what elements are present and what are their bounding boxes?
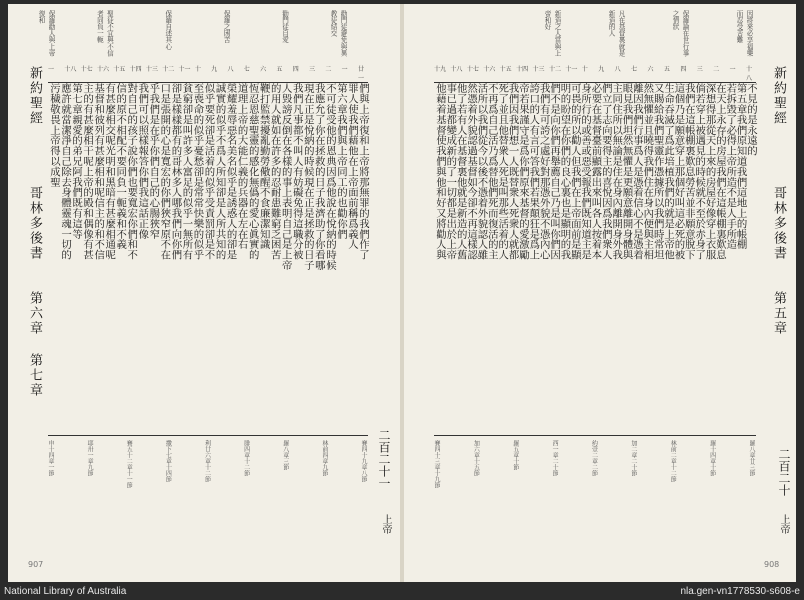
running-title: 新約聖經	[771, 66, 786, 126]
verse-number: 十六	[483, 66, 496, 73]
verse-number: 十二	[548, 66, 561, 73]
text-column: 貧窮卻是叫許多人富足的似乎一無所有	[180, 83, 193, 260]
verse-number: 十一	[178, 66, 191, 73]
cross-reference: 西一章二十節	[551, 440, 559, 476]
verse-number: 十八	[746, 66, 753, 82]
text-column: 基督和彼列有甚麼相和呢信主的和不信	[92, 83, 105, 260]
verse-number: 十一	[565, 66, 578, 73]
right-volume-mark: 上帝	[778, 514, 789, 534]
text-column: 污穢敬畏上帝得以成聖	[48, 83, 60, 187]
text-column: 誇口的人有言可答我們若果顛狂是爲上	[527, 83, 540, 260]
text-column: 深想得那從天上來的房屋好像穿上衣服	[703, 83, 716, 260]
side-note: 保羅勸人與上帝復和	[37, 10, 55, 57]
verse-number: 十四	[129, 66, 142, 73]
verse-number: 十五	[499, 66, 512, 73]
left-cross-references	[48, 440, 368, 540]
text-column: 可畏的所以勸人但我們在上帝面前是顯	[568, 83, 581, 260]
cross-reference: 利廿六章十二節	[203, 440, 211, 482]
text-column: 第五章我們原知道我們這地上的帳棚	[734, 83, 747, 250]
side-note: 因將來必享福樂而忍受苦難	[735, 10, 753, 57]
right-page	[404, 4, 796, 582]
cross-reference: 撒下七章十四節	[164, 440, 172, 482]
verse-number: 十三	[532, 66, 545, 73]
cross-reference: 林前二章十二節	[669, 440, 677, 482]
text-column: 在天上永存的房屋我們在這帳棚裏歎息	[713, 83, 726, 260]
side-note: 保羅自述其心	[163, 10, 172, 50]
verse-number: 四	[292, 66, 299, 73]
cross-reference: 林前四章九節	[320, 440, 328, 476]
verse-number: 十三	[145, 66, 158, 73]
verse-number: 三	[309, 66, 316, 73]
text-column: 事已過都變成新的了一切都是出於上帝	[444, 83, 457, 260]
text-column: 我應允了你在拯救的日子我濟助了你看哪	[312, 83, 325, 271]
text-column: 似乎要死卻是活着的似乎受責罰卻是不	[202, 83, 215, 260]
text-column: 們立了志向要得主的喜悅因爲我們衆人	[599, 83, 612, 260]
cross-reference: 申十四章一節	[47, 440, 54, 476]
verse-number: 七	[243, 66, 250, 73]
text-column: 帝若果謹守是爲你們原來基督的愛激勵	[516, 83, 529, 260]
left-page	[8, 4, 400, 582]
text-column: 然憑着外貌認過基督如今卻不再這樣認	[465, 83, 478, 260]
verse-number: 一	[729, 66, 736, 73]
chapter-label: 第六章 第七章	[27, 291, 42, 398]
verse-number: 一	[341, 66, 348, 73]
text-column: 們與上帝復和上帝將那無罪的我們作了	[357, 83, 369, 260]
text-column: 主同住所以無論是住在身內離開身外我	[610, 83, 623, 260]
left-page-stamp: 907	[28, 560, 44, 569]
text-column: 離因我們行事爲人是憑着信心不是憑着	[630, 83, 643, 260]
verse-number: 十七	[466, 66, 479, 73]
text-column: 他了若有人在基督裏他就是新造的人舊	[454, 83, 467, 260]
verse-number: 一	[48, 66, 55, 73]
text-column: 我們在這帳棚裏歎息勞苦並非願意脫下	[682, 83, 695, 260]
verse-number: 十六	[96, 66, 109, 73]
text-column: 我們有可誇之處好對那憑外貌不憑內心	[537, 83, 550, 260]
verse-number: 六	[647, 66, 654, 73]
text-column: 鞭打監禁擾亂勤勞儆醒不食廉潔知識	[257, 83, 270, 250]
right-cross-references	[434, 440, 756, 540]
verse-number: 八	[614, 66, 621, 73]
book-name: 哥林多後書	[27, 186, 42, 261]
verse-number: 九	[598, 66, 605, 73]
library-credit: National Library of Australia	[4, 586, 127, 597]
verse-number: 十八	[450, 66, 463, 73]
text-column: 倘若穿上被遇見的時候就不至於赤身了	[693, 83, 706, 260]
text-column: 第六章我們與上帝同工的也勸你們	[334, 83, 347, 239]
right-verse-numbers	[434, 64, 756, 82]
cross-reference: 羅十四章十節	[708, 440, 716, 476]
verse-number: 十五	[113, 66, 126, 73]
text-column: 他藉着基督使我們與他和好又將勸人與	[434, 83, 446, 260]
text-column: 應許就當潔淨自己除去身體靈魂一切的	[59, 83, 72, 260]
cross-reference: 腓四章十二節	[242, 440, 250, 476]
text-column: 活所以我們從今以後不憑着外貌認人雖	[475, 83, 488, 260]
verse-number: 十八	[64, 66, 77, 73]
text-column: 口是張開的心是寬宏的你們狹窄原不在	[158, 83, 171, 260]
book-spread	[8, 4, 796, 582]
verse-number: 十	[581, 66, 588, 73]
text-column: 不可徒受他的恩典因爲他說在悅納的時候	[323, 83, 336, 271]
text-column: 有甚麼相交呢光明和黑暗有甚麼相通呢	[103, 83, 116, 260]
cross-reference: 賽四十三章十九節	[433, 440, 440, 488]
verse-number: 十七	[80, 66, 93, 73]
text-column: 又賜給我們聖靈作憑據所以我們時常坦	[651, 83, 664, 260]
text-column: 卻是樣樣都有的哥林多人哪我們向你們	[169, 83, 182, 260]
verse-number: 七	[631, 66, 638, 73]
cross-reference: 羅八章三節	[281, 440, 289, 470]
verse-number: 二	[325, 66, 332, 73]
text-column: 信的原不相配不要同負一軛義和不義	[114, 83, 127, 250]
verse-number: 十四	[516, 66, 529, 73]
text-column: 至喪命的似乎憂愁卻是常常快樂的似乎	[191, 83, 204, 260]
cross-reference: 約壹二章二節	[590, 440, 598, 476]
verse-number: 十九	[434, 66, 447, 73]
text-column: 乎我們是在乎你們自己的心腸狹窄	[147, 83, 160, 239]
text-column: 誠實的似乎不爲人所知卻是人所共知的	[213, 83, 226, 260]
text-column: 明的盼望在你們的良心裏也是顯明的我	[558, 83, 571, 260]
verse-number: 廿一	[358, 66, 365, 82]
verse-number: 五	[276, 66, 283, 73]
text-column: 人毀謗反倒在各樣的事上表明自己是上帝	[279, 83, 292, 271]
text-column: 這個乃是願意穿上那個好叫這必死的被	[672, 83, 685, 260]
verse-number: 四	[680, 66, 687, 73]
cross-reference: 耶卅一章九節	[86, 440, 94, 476]
running-title: 新約聖經	[27, 66, 42, 126]
side-note: 保羅之困苦	[222, 10, 231, 43]
text-column: 們不是向你們再舉薦自己乃是叫你們因	[548, 83, 561, 260]
right-side-notes	[543, 10, 754, 62]
text-column: 眼見我們坦然無懼是更願意離開身體與	[620, 83, 633, 260]
side-note: 凡在基督裏就是新造的人	[607, 10, 625, 57]
book-name: 哥林多後書	[771, 186, 786, 261]
text-column: 主的有甚麼相干呢上帝的殿和偶像有甚	[81, 83, 94, 260]
left-page-number: 二百二十一	[377, 429, 391, 489]
cross-reference: 加六章十五節	[472, 440, 480, 476]
scan-footer	[0, 584, 804, 600]
text-column: 現在正是悅納的時候現在正是拯救的日子	[301, 83, 314, 271]
chapter-label: 第五章	[771, 291, 786, 336]
cross-reference: 羅八章廿三節	[748, 440, 755, 476]
text-column: 恆忍恩慈聖靈的感化無僞的愛心眞實的	[246, 83, 259, 260]
left-volume-mark: 上帝	[380, 514, 391, 534]
verse-number: 二	[713, 66, 720, 73]
cross-reference: 賽五十二章十一節	[125, 440, 133, 488]
right-page-number: 二百二十	[777, 448, 791, 496]
text-column: 死了並且他替衆人死是叫那些活着的人	[496, 83, 509, 260]
text-column: 我們可以照樣報答你們我這話正像	[136, 83, 149, 239]
text-column: 我們因我們想一人既替衆人死衆人就都	[506, 83, 519, 260]
side-note: 勸門徒避免與異教徒結交	[329, 10, 347, 57]
verse-number: 八	[227, 66, 234, 73]
right-text-block	[434, 82, 756, 436]
text-column: 第七章親愛的弟兄阿我們既有這等	[70, 83, 83, 239]
text-column: 我們凡事都不叫人有妨礙免得這職分被	[290, 83, 303, 260]
verse-number: 十	[194, 66, 201, 73]
text-column: 然無懼並且曉得我們住在身內便與主相	[641, 83, 654, 260]
text-column: 罪人使我們藉他在上帝面前稱爲義人	[345, 83, 358, 250]
text-column: 生命吞滅了爲此培植我們的就是上帝他	[662, 83, 675, 260]
verse-number: 十二	[162, 66, 175, 73]
left-text-block	[48, 82, 368, 436]
verse-number: 九	[211, 66, 218, 73]
text-column: 不再爲自己活乃爲替他們死而復活的主	[485, 83, 498, 260]
text-column: 必要在基督臺前顯露出來叫各人按着本	[589, 83, 602, 260]
scan-identifier: nla.gen-vn1778530-s608-e	[680, 586, 800, 597]
cross-reference: 羅五章十節	[511, 440, 519, 470]
left-side-notes	[37, 10, 348, 62]
side-note: 保羅論在世行事之情狀	[671, 10, 689, 57]
verse-number: 六	[260, 66, 267, 73]
text-column: 對自己的孩子說你們也要寬宏你們和不	[125, 83, 138, 260]
verse-number: 五	[663, 66, 670, 73]
text-column: 的用人就如在許多的忍耐患難窮乏困苦	[268, 83, 281, 260]
right-page-stamp: 908	[764, 560, 780, 569]
side-note: 聖徒不宜與不信者同負一軛	[95, 10, 114, 57]
cross-reference: 賽四十九章八節	[360, 440, 367, 482]
verse-number: 三	[696, 66, 703, 73]
left-verse-numbers	[48, 64, 368, 82]
cross-reference: 加二章二十節	[629, 440, 637, 476]
text-column: 榮耀羞辱惡名美名似乎是誘惑人的卻是	[224, 83, 237, 260]
left-running-title	[22, 66, 44, 546]
text-column: 身所行的或善或惡受報我們既知道主是	[579, 83, 592, 260]
text-column: 不見的是永遠的	[745, 83, 757, 156]
side-note: 勸門徒自愛	[280, 10, 289, 43]
text-column: 若拆毀了必得上帝所造不是人手所造	[724, 83, 737, 250]
text-column: 道理上帝的大能仁義的兵器在左在右	[235, 83, 248, 250]
side-note: 新造之人當與上帝和好	[543, 10, 561, 57]
